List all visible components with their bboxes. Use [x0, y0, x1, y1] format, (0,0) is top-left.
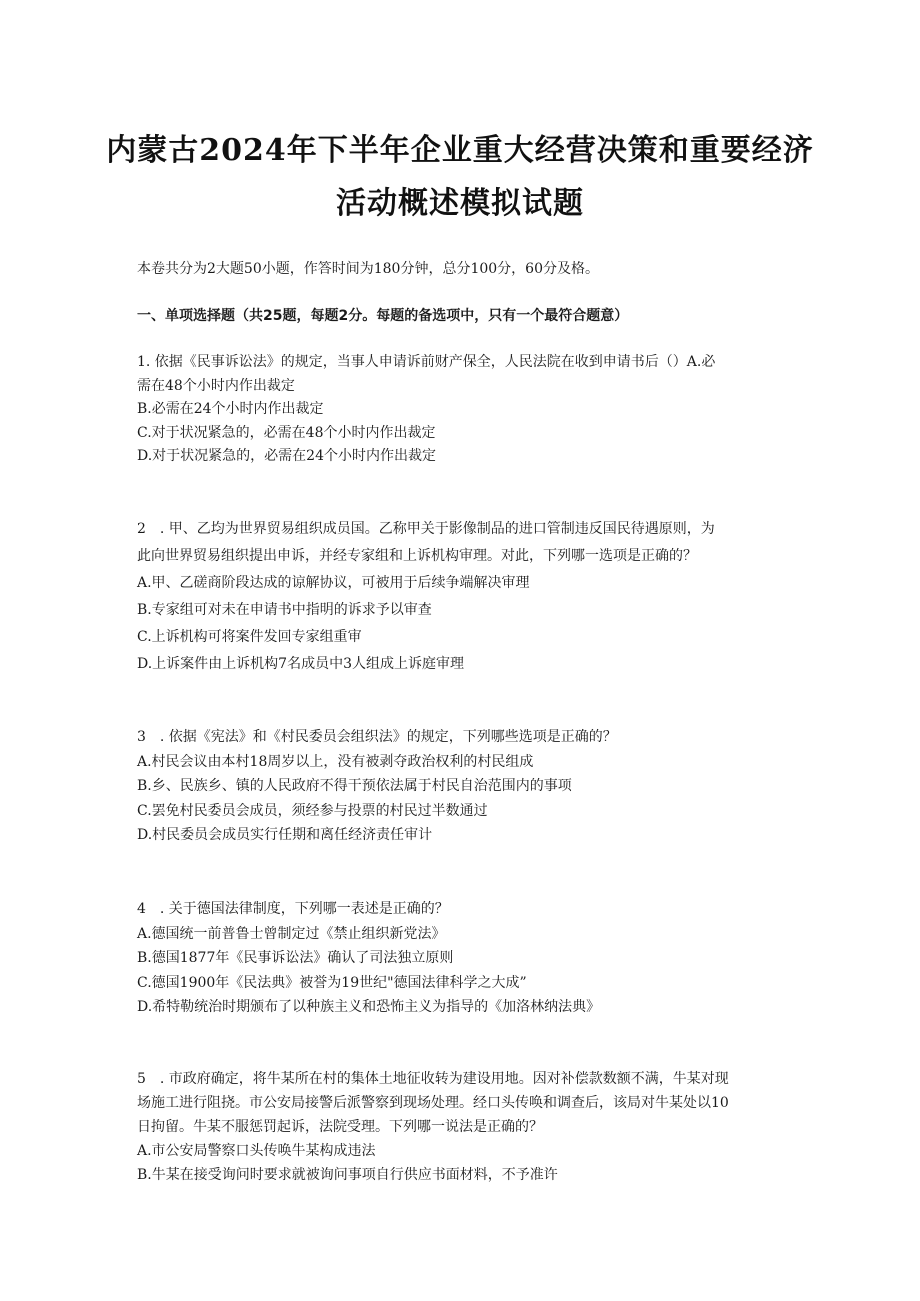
option-d: D.对于状况紧急的，必需在24个小时内作出裁定: [137, 448, 436, 464]
question-text: 1. 依据《民事诉讼法》的规定，当事人申请诉前财产保全，人民法院在收到申请书后（）A.必: [137, 354, 716, 370]
option-b: B.专家组可对未在申请书中指明的诉求予以审查: [137, 602, 432, 618]
option-c: C.上诉机构可将案件发回专家组重审: [137, 629, 362, 645]
question-text: 此向世界贸易组织提出申诉，并经专家组和上诉机构审理。对此，下列哪一选项是正确的？: [137, 548, 697, 564]
question-text: 日拘留。牛某不服惩罚起诉，法院受理。下列哪一说法是正确的？: [137, 1119, 543, 1135]
option-a: A.村民会议由本村18周岁以上，没有被剥夺政治权利的村民组成: [137, 753, 534, 770]
question-1: [137, 351, 787, 469]
option-b: B.乡、民族乡、镇的人民政府不得干预依法属于村民自治范围内的事项: [137, 778, 572, 794]
question-text: 3 . 依据《宪法》和《村民委员会组织法》的规定，下列哪些选项是正确的？: [137, 729, 617, 745]
option-a: A.德国统一前普鲁士曾制定过《禁止组织新党法》: [137, 925, 446, 942]
exam-intro: 本卷共分为2大题50小题，作答时间为180分钟，总分100分，60分及格。: [137, 261, 599, 277]
document-title-line-2: 活动概述模拟试题: [336, 186, 584, 221]
option-b: B.牛某在接受询问时要求就被询问事项自行供应书面材料，不予准许: [137, 1167, 558, 1183]
option-a: A.甲、乙磋商阶段达成的谅解协议，可被用于后续争端解决审理: [137, 575, 530, 591]
section-heading: 一、单项选择题（共25题，每题2分。每题的备选项中，只有一个最符合题意）: [137, 308, 629, 324]
document-title-line-1: 内蒙古2024年下半年企业重大经营决策和重要经济: [106, 133, 814, 168]
option-d: D.上诉案件由上诉机构7名成员中3人组成上诉庭审理: [137, 656, 464, 672]
option-c: C.德国1900年《民法典》被誉为19世纪"德国法律科学之大成”: [137, 974, 527, 991]
question-4: [137, 897, 787, 1020]
option-a: A.市公安局警察口头传唤牛某构成违法: [137, 1143, 376, 1159]
question-text: 2 . 甲、乙均为世界贸易组织成员国。乙称甲关于影像制品的进口管制违反国民待遇原则，为: [137, 521, 715, 537]
question-3: [137, 725, 787, 848]
question-text: 场施工进行阻挠。市公安局接警后派警察到现场处理。经口头传唤和调查后，该局对牛某处以10: [137, 1095, 729, 1111]
option-c: C.罢免村民委员会成员，须经参与投票的村民过半数通过: [137, 802, 488, 819]
question-5: [137, 1067, 787, 1187]
option-b: B.德国1877年《民事诉讼法》确认了司法独立原则: [137, 950, 454, 966]
option-c: C.对于状况紧急的，必需在48个小时内作出裁定: [137, 424, 436, 441]
question-2: [137, 516, 787, 678]
option-d: D.村民委员会成员实行任期和离任经济责任审计: [137, 827, 433, 843]
option-b: B.必需在24个小时内作出裁定: [137, 401, 324, 417]
question-text: 4 . 关于德国法律制度，下列哪一表述是正确的？: [137, 901, 449, 917]
question-text: 5 . 市政府确定，将牛某所在村的集体土地征收转为建设用地。因对补偿款数额不满，牛某对现: [137, 1071, 729, 1087]
question-text: 需在48个小时内作出裁定: [137, 377, 295, 394]
option-d: D.希特勒统治时期颁布了以种族主义和恐怖主义为指导的《加洛林纳法典》: [137, 999, 601, 1015]
